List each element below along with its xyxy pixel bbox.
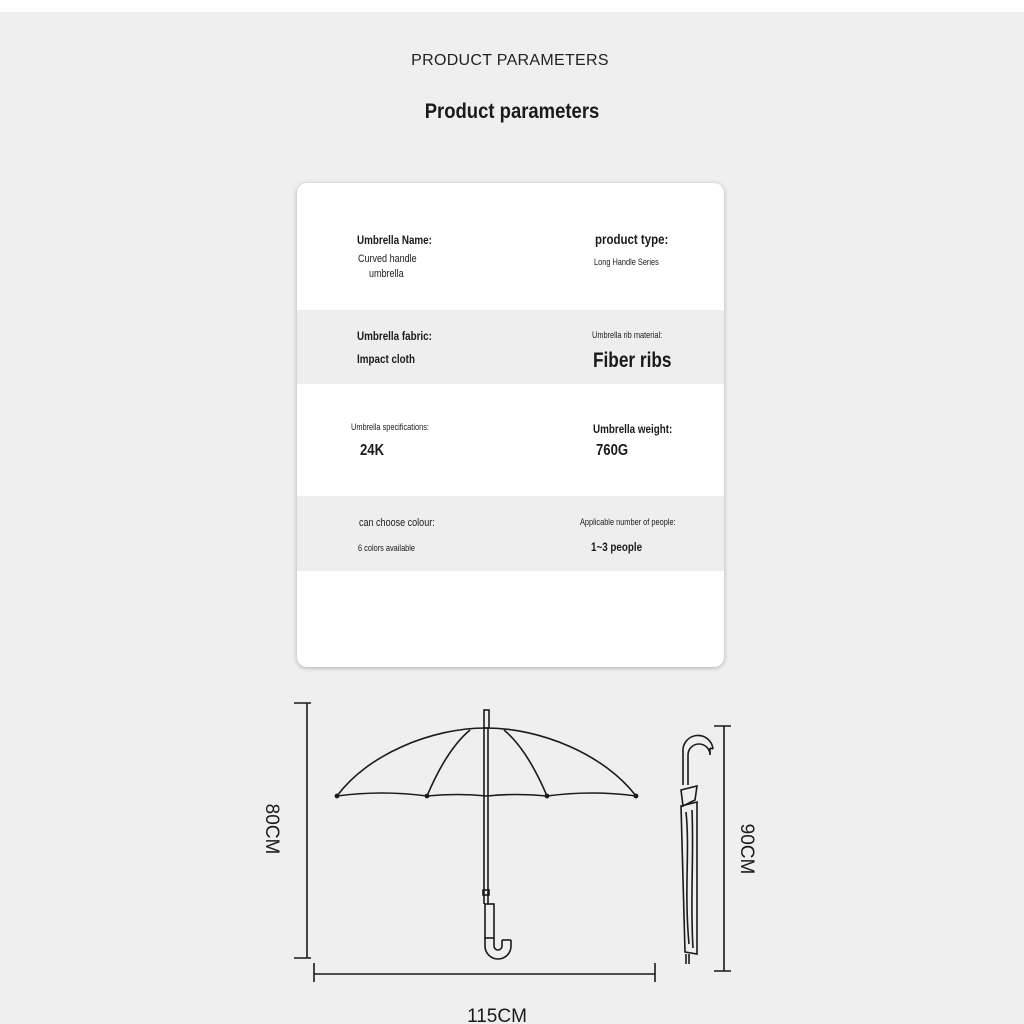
fabric-label: Umbrella fabric:	[357, 329, 432, 343]
umbrella-name-value-line2: umbrella	[369, 268, 404, 280]
dimension-lines	[294, 703, 731, 982]
fabric-value: Impact cloth	[357, 352, 415, 366]
colour-value: 6 colors available	[358, 543, 416, 553]
weight-label: Umbrella weight:	[593, 422, 673, 436]
open-umbrella-illustration	[335, 710, 637, 959]
header-subtitle: PRODUCT PARAMETERS	[411, 52, 609, 69]
open-width-label: 115CM	[467, 1006, 527, 1024]
people-value: 1~3 people	[591, 540, 643, 554]
people-label: Applicable number of people:	[580, 517, 676, 527]
umbrella-name-label: Umbrella Name:	[357, 233, 432, 247]
page-title: Product parameters	[424, 100, 600, 123]
weight-value: 760G	[596, 442, 629, 459]
rib-material-label: Umbrella rib material:	[592, 330, 663, 340]
open-height-label: 80CM	[260, 803, 282, 855]
product-type-label: product type:	[595, 231, 669, 247]
closed-umbrella-illustration	[681, 735, 713, 964]
rib-material-value: Fiber ribs	[593, 349, 672, 372]
umbrella-name-value-line1: Curved handle	[358, 253, 417, 265]
colour-label: can choose colour:	[359, 517, 435, 529]
product-type-value: Long Handle Series	[594, 257, 659, 267]
specifications-value: 24K	[360, 442, 385, 459]
specifications-label: Umbrella specifications:	[351, 422, 429, 432]
closed-length-label: 90CM	[735, 823, 757, 875]
